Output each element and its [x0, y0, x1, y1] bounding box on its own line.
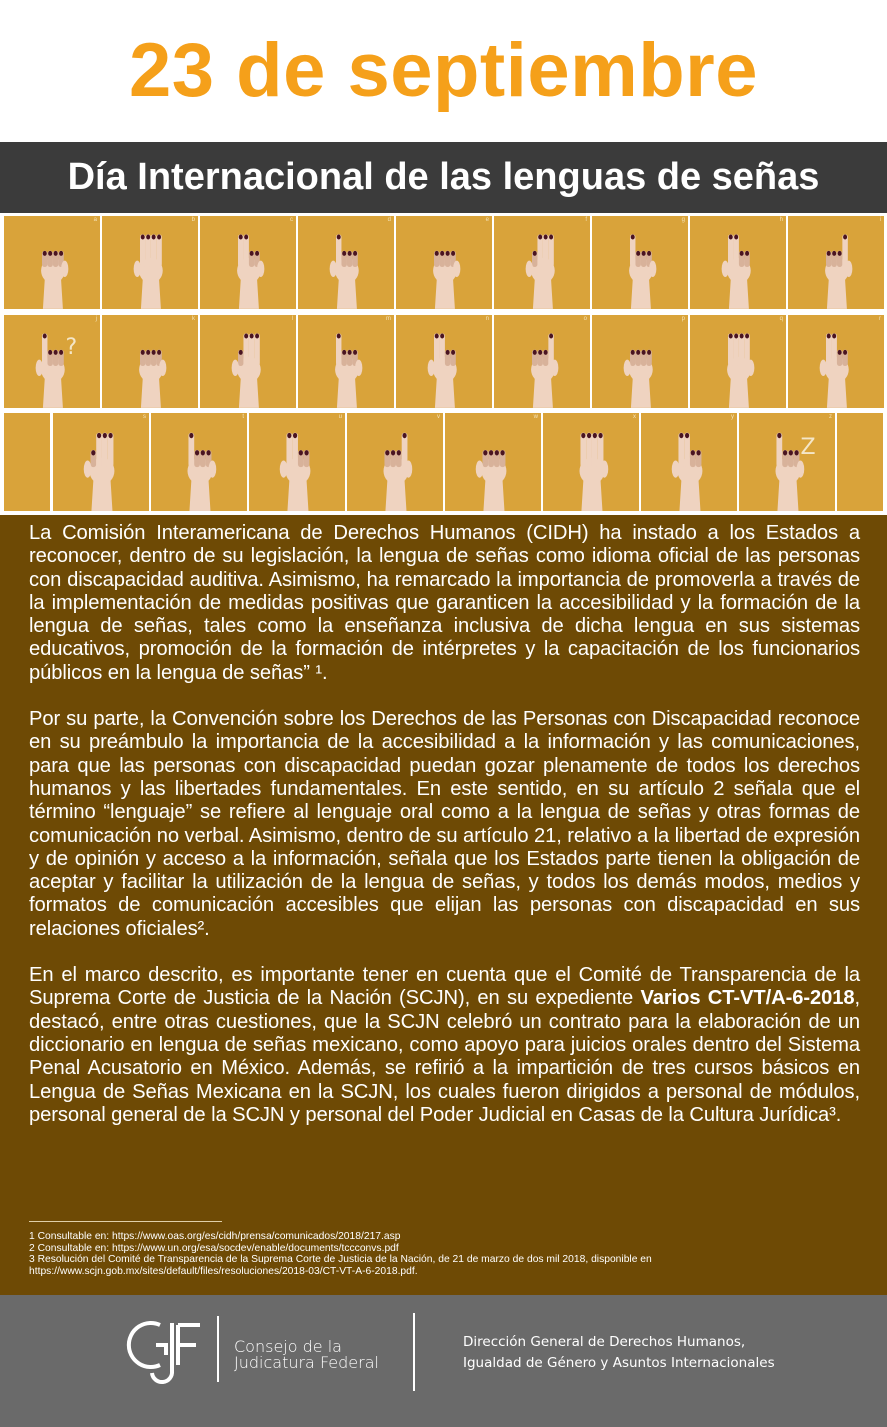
sign-alphabet-grid [0, 213, 887, 515]
tile-letter: c [290, 217, 293, 223]
tile-letter: z [829, 414, 832, 420]
sign-tile-blank [837, 413, 883, 511]
hand-sign-icon [317, 227, 375, 309]
tile-letter: b [191, 217, 195, 223]
hand-sign-icon [415, 326, 473, 408]
tile-letter: p [681, 316, 685, 322]
footer [0, 1295, 887, 1427]
footnote-divider [29, 1221, 222, 1222]
tile-letter: t [242, 414, 244, 420]
hand-sign-icon [807, 326, 865, 408]
hand-sign-icon [415, 227, 473, 309]
hand-sign-icon [121, 227, 179, 309]
tile-letter: f [585, 217, 587, 223]
sign-tile-i [788, 216, 884, 309]
tile-letter: s [143, 414, 146, 420]
hand-sign-icon [562, 425, 620, 511]
tile-letter: v [437, 414, 440, 420]
tile-letter: u [338, 414, 342, 420]
hand-sign-icon [513, 326, 571, 408]
tile-letter: h [779, 217, 783, 223]
tile-letter: e [485, 217, 489, 223]
body-panel [0, 515, 887, 1295]
hand-sign-icon [121, 326, 179, 408]
hand-sign-icon [464, 425, 522, 511]
sign-tile-w [445, 413, 541, 511]
sign-tile-m [298, 315, 394, 408]
sign-tile-v [347, 413, 443, 511]
tile-letter: k [192, 316, 195, 322]
tile-letter: w [533, 414, 538, 420]
hand-sign-icon [72, 425, 130, 511]
sign-tile-y [641, 413, 737, 511]
tile-motion-glyph: ? [65, 335, 78, 361]
footnote-1: 1 Consultable en: https://www.oas.org/es/cidh/prensa/comunicados/2018/217.asp [29, 1231, 401, 1242]
hand-sign-icon [611, 326, 669, 408]
sign-tile-s [53, 413, 149, 511]
footnotes [29, 1231, 869, 1277]
hand-sign-icon [709, 227, 767, 309]
tile-letter: q [779, 316, 783, 322]
tile-letter: o [583, 316, 587, 322]
sign-tile-u [249, 413, 345, 511]
sign-tile-j [4, 315, 100, 408]
paragraph-scjn-intro: En el marco descrito, es importante tener en cuenta que el Comité de Transparencia de la Suprema Corte de Justicia de la Nación (SCJN), en su expediente [29, 964, 860, 1010]
hand-sign-icon [268, 425, 326, 511]
sign-tile-a [4, 216, 100, 309]
sign-tile-d [298, 216, 394, 309]
subtitle-text: Día Internacional de las lenguas de señas [67, 156, 820, 198]
hand-sign-icon [170, 425, 228, 511]
sign-tile-q [690, 315, 786, 408]
tile-letter: i [879, 217, 881, 223]
org-name: Consejo de la Judicatura Federal [234, 1337, 379, 1372]
hand-sign-icon [219, 326, 277, 408]
hand-sign-icon [513, 227, 571, 309]
sign-tile-c [200, 216, 296, 309]
footnote-2: 2 Consultable en: https://www.un.org/esa/socdev/enable/documents/tccconvs.pdf [29, 1242, 399, 1254]
sign-tile-z [739, 413, 835, 511]
hand-sign-icon [807, 227, 865, 309]
sign-tile-p [592, 315, 688, 408]
tile-letter: n [485, 316, 489, 322]
hand-sign-icon [366, 425, 424, 511]
logo-divider [217, 1316, 219, 1382]
sign-tile-g [592, 216, 688, 309]
sign-tile-e [396, 216, 492, 309]
paragraph-cidh: La Comisión Interamericana de Derechos Humanos (CIDH) ha instado a los Estados a reconocer, dentro de su legislación, la lengua de señas como idioma oficial de las personas con discapacidad auditiva. Asimismo, ha remarcado la importancia de promoverla a través de la implementación de medidas positivas que garanticen la accesibilidad y la formación de la lengua de señas, tales como la enseñanza inclusiva de dicha lengua en sus sistemas educativos, promoción de la formación de intérpretes y la capacitación de los funcionarios públicos en la lengua de señas” ¹. [29, 522, 860, 684]
sign-tile-n [396, 315, 492, 408]
sign-tile-r [788, 315, 884, 408]
hand-sign-icon [660, 425, 718, 511]
department-name: Dirección General de Derechos Humanos, Igualdad de Género y Asuntos Internacionales [463, 1334, 775, 1371]
hand-sign-icon [23, 227, 81, 309]
hand-sign-icon [219, 227, 277, 309]
tile-letter: a [93, 217, 97, 223]
tile-letter: l [291, 316, 293, 322]
sign-tile-f [494, 216, 590, 309]
sign-tile-l [200, 315, 296, 408]
hand-sign-icon [709, 326, 767, 408]
sign-tile-h [690, 216, 786, 309]
hand-sign-icon [317, 326, 375, 408]
tile-letter: r [879, 316, 881, 322]
page-title: 23 de septiembre [129, 28, 758, 113]
hand-sign-icon [611, 227, 669, 309]
sign-tile-o [494, 315, 590, 408]
paragraph-scjn [29, 964, 860, 1127]
sign-tile-k [102, 315, 198, 408]
tile-letter: x [633, 414, 636, 420]
sign-tile-x [543, 413, 639, 511]
sign-tile-b [102, 216, 198, 309]
tile-motion-glyph: Z [800, 434, 816, 460]
subtitle-banner [0, 142, 887, 213]
sign-tile-t [151, 413, 247, 511]
cjf-logo [126, 1315, 216, 1387]
footnote-3: 3 Resolución del Comité de Transparencia de la Suprema Corte de Justicia de la Nación, de 21 de marzo de dos mil 2018, disponible en https://www.scjn.gob.mx/sites/default/files/resoluciones/2018-03/CT-VT-A-6-2018.pdf. [29, 1254, 652, 1277]
paragraph-convention: Por su parte, la Convención sobre los Derechos de las Personas con Discapacidad reconoce en su preámbulo la importancia de la accesibilidad a la información y las comunicaciones, para que las personas con discapacidad puedan gozar plenamente de todos los derechos humanos y las libertades fundamentales. En este sentido, en su artículo 2 señala que el término “lenguaje” se refiere al lenguaje oral como a la lengua de señas y otras formas de comunicación no verbal. Asimismo, dentro de su artículo 21, relativo a la libertad de expresión y de opinión y acceso a la información, señala que los Estados parte tienen la obligación de aceptar y facilitar la utilización de la lengua de señas, y todos los demás modos, medios y formatos de comunicación accesibles que elijan las personas con discapacidad en sus relaciones oficiales². [29, 708, 860, 940]
org-divider [413, 1313, 415, 1391]
tile-letter: j [95, 316, 97, 322]
tile-letter: y [731, 414, 734, 420]
tile-letter: m [386, 316, 391, 322]
paragraph-scjn-rest: , destacó, entre otras cuestiones, que la SCJN celebró un contrato para la elaboración de un diccionario en lengua de señas mexicano, como apoyo para juicios orales dentro del Sistema Penal Acusatorio en México. Además, se refirió a la impartición de tres cursos básicos en Lengua de Señas Mexicana en la SCJN, los cuales fueron dirigidos a personal de módulos, personal general de la SCJN y personal del Poder Judicial en Casas de la Cultura Jurídica³. [29, 987, 860, 1126]
case-reference: Varios CT-VT/A-6-2018 [640, 987, 855, 1010]
tile-letter: g [681, 217, 685, 223]
tile-letter: d [387, 217, 391, 223]
sign-tile-blank [4, 413, 50, 511]
